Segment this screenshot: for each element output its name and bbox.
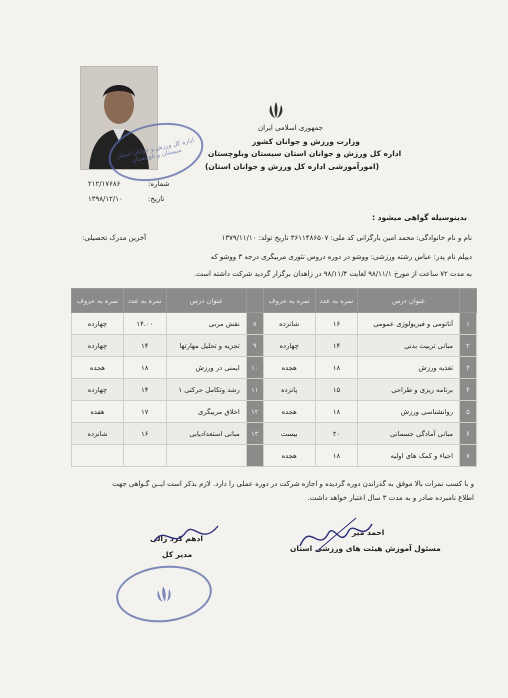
right-signer-name: احمد میر: [352, 528, 385, 537]
table-row: ۶ مبانی آمادگی جسمانی ۲۰ بیست ۱۳ مبانی استعدادیابی ۱۶ شانزده: [72, 423, 477, 445]
table-row: ۲ مبانی تربیت بدنی ۱۴ چهارده ۹ تجزیه و تحلیل مهارتها ۱۴ چهارده: [72, 335, 477, 357]
number-label: شماره:: [148, 180, 170, 188]
footer-text-2: اطلاع نامبرده صادر و به مدت ۳ سال اعتبار خواهد داشت.: [307, 494, 474, 502]
col-score-text-1: نمره به حروف: [263, 289, 315, 313]
date-label: تاریخ:: [148, 195, 165, 203]
col-course-2: عنوان درس: [166, 289, 246, 313]
number-value: ۲۱۲/۱۷۶۸۶: [88, 180, 121, 188]
table-row: ۵ روانشناسی ورزش ۱۸ هجده ۱۲ اخلاق مربیگری ۱۷ هفده: [72, 401, 477, 423]
ministry-text: وزارت ورزش و جوانان کشور: [252, 137, 360, 146]
republic-text: جمهوری اسلامی ایران: [258, 124, 323, 132]
department-text: اداره کل ورزش و جوانان استان سیستان وبلوچستان: [208, 149, 402, 158]
footer-text-1: و با کسب نمرات بالا موفق به گذراندن دوره گردیده و اجازه شرکت در دوره عملی را دارد. لازم بذکر است ایــن گـواهی جهت: [112, 480, 474, 488]
info-line-2: دیپلم نام پدر: عباس رشته ورزشی: ووشو در دوره دروس تئوری مربیگری درجه ۳ ووشو که: [210, 253, 472, 261]
stamp-emblem-icon: [152, 582, 176, 606]
info-line-3: به مدت ۷۲ ساعت از مورخ ۹۸/۱۱/۱ لغایت ۹۸/۱۱/۴ در زاهدان برگزار گردید شرکت داشته است.: [194, 270, 472, 278]
grades-table: [71, 288, 477, 467]
left-signer-name: ادهم کرد زالی: [150, 534, 203, 543]
info-line-1b: آخرین مدرک تحصیلی:: [82, 234, 147, 242]
table-row: ۷ احیاء و کمک های اولیه ۱۸ هجده: [72, 445, 477, 467]
left-signature: [150, 518, 222, 558]
date-value: ۱۳۹۸/۱۲/۱۰: [88, 195, 123, 203]
table-row: ۱ آناتومی و فیزیولوژی عمومی ۱۶ شانزده ۸ نقش مربی ۱۴.۰۰ چهارده: [72, 313, 477, 335]
intro-text: بدینوسیله گواهی میشود :: [372, 213, 467, 222]
left-signer-title: مدیر کل: [162, 550, 193, 559]
stamp-text: اداره کل ورزش و جوانان استان سیستان و بلوچستان: [115, 136, 195, 165]
bottom-official-stamp: [113, 561, 214, 627]
col-course-1: عنوان درس: [358, 289, 460, 313]
col-score-num-1: نمره به عدد: [315, 289, 358, 313]
subtitle-text: (امورآموزشی اداره کل ورزش و جوانان استان): [205, 162, 379, 171]
col-score-text-2: نمره به حروف: [72, 289, 124, 313]
col-score-num-2: نمره به عدد: [123, 289, 166, 313]
iran-emblem-icon: [266, 100, 286, 120]
right-signature: [296, 512, 376, 556]
table-row: ۳ تغذیه ورزش ۱۸ هجده ۱۰ ایمنی در ورزش ۱۸ هجده: [72, 357, 477, 379]
table-row: ۴ برنامه ریزی و طراحی ۱۵ پانزده ۱۱ رشد وتکامل حرکتی ۱ ۱۴ چهارده: [72, 379, 477, 401]
right-signer-title: مسئول آموزش هیئت های ورزشی استان: [290, 544, 441, 553]
info-line-1: نام و نام خانوادگی: محمد امین بارگزانی کد ملی: ۳۶۱۱۴۸۶۵۰۷ تاریخ تولد: ۱۳۷۹/۱۱/۱۰: [221, 234, 472, 242]
